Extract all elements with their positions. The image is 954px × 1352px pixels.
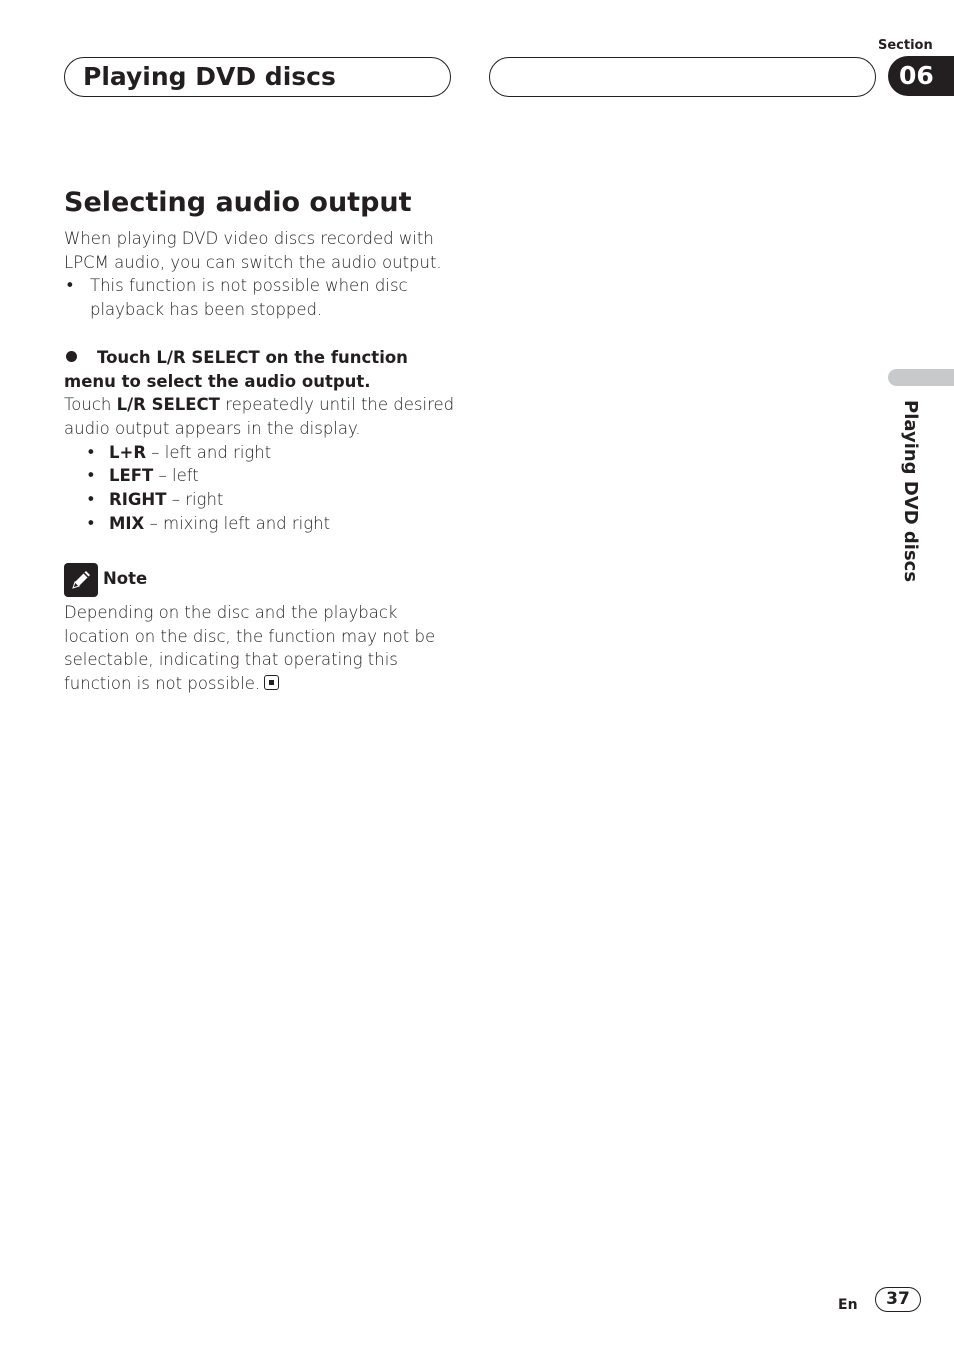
option-key: LEFT — [109, 466, 154, 485]
bullet-icon: • — [86, 466, 96, 485]
option-desc: – left — [153, 466, 199, 485]
option-desc: – mixing left and right — [144, 514, 331, 533]
step-title: Touch L/R SELECT on the function menu to select the audio output. — [64, 348, 408, 391]
option-key: L+R — [109, 443, 147, 462]
section-number-tab: 06 — [888, 56, 954, 96]
list-item — [86, 464, 199, 488]
end-mark-icon — [264, 675, 279, 690]
option-desc: – right — [166, 490, 224, 509]
bullet-icon: • — [86, 514, 96, 533]
header-empty-box — [489, 57, 876, 97]
side-tab-label: Playing DVD discs — [900, 400, 921, 583]
step-desc-suffix: repeatedly until the desired audio output appears in the display. — [64, 395, 455, 438]
page-heading: Selecting audio output — [64, 187, 412, 218]
intro-paragraph: When playing DVD video discs recorded with LPCM audio, you can switch the audio output. — [64, 229, 442, 272]
bullet-icon: • — [86, 443, 96, 462]
language-code: En — [838, 1297, 858, 1313]
note-text — [64, 601, 454, 696]
pencil-note-icon — [64, 563, 98, 597]
step-bullet-icon — [66, 351, 77, 362]
section-label: Section — [878, 38, 933, 53]
intro-note-text: This function is not possible when disc playback has been stopped. — [90, 276, 408, 319]
list-item — [86, 488, 223, 512]
note-label: Note — [103, 569, 148, 588]
step-desc-key: L/R SELECT — [116, 395, 220, 414]
note-body: Depending on the disc and the playback location on the disc, the function may not be selectable, indicating that operating this function is not possible. — [64, 603, 436, 694]
page-number: 37 — [875, 1287, 921, 1312]
option-key: RIGHT — [109, 490, 167, 509]
list-item — [86, 441, 271, 465]
chapter-title: Playing DVD discs — [83, 62, 336, 91]
option-key: MIX — [109, 514, 145, 533]
bullet-icon: • — [86, 490, 96, 509]
step-description — [64, 393, 464, 440]
option-desc: – left and right — [146, 443, 272, 462]
bullet-icon: • — [65, 276, 75, 295]
step-desc-prefix: Touch — [64, 395, 117, 414]
chapter-title-box — [64, 57, 451, 97]
side-tab-marker — [888, 369, 954, 386]
list-item — [86, 512, 330, 536]
step-instruction — [64, 346, 464, 393]
